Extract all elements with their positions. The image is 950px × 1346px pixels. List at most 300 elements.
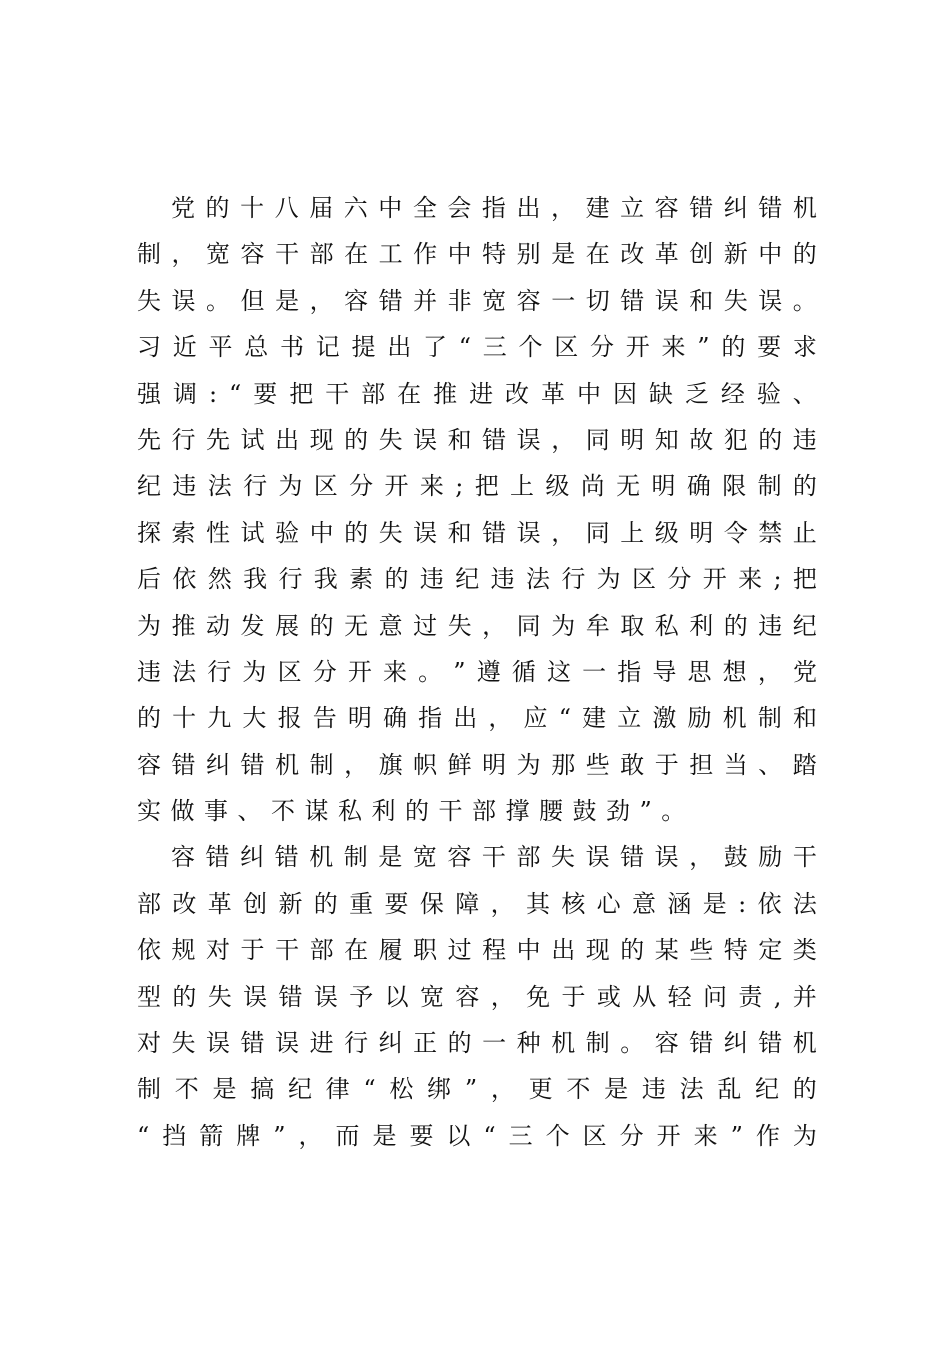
text-char: 违 [172, 472, 197, 501]
text-char: 更 [528, 1075, 553, 1104]
text-char: 思 [687, 657, 712, 686]
text-char: 失 [447, 611, 472, 640]
text-char: 八 [274, 194, 299, 222]
text-char: 导 [652, 657, 677, 686]
text-char: 是 [372, 1121, 397, 1150]
text-char: 法 [207, 472, 232, 501]
text-char: 励 [758, 843, 783, 872]
text-char: 在 [585, 240, 610, 269]
text-char: 违 [419, 565, 444, 594]
text-char: 制 [137, 1075, 161, 1104]
text-char: 行 [171, 425, 196, 454]
text-char: 的 [205, 194, 230, 222]
text-char: 改 [172, 889, 197, 918]
text-char: 的 [792, 472, 817, 501]
text-char: 法 [172, 657, 197, 686]
text-char: 索 [171, 518, 196, 547]
text-char: 容 [455, 982, 480, 1011]
text-char: 要 [384, 889, 409, 918]
text-char: 把 [289, 379, 314, 408]
text-char: 法 [679, 1075, 704, 1104]
text-char: 分 [312, 657, 337, 686]
text-char: 担 [689, 750, 714, 779]
text-char: 我 [243, 565, 268, 594]
text-char: 宽 [482, 286, 507, 315]
text-char: 记 [315, 333, 340, 362]
text-char: “ [229, 379, 242, 408]
text-char: 规 [171, 936, 196, 965]
text-char: 别 [516, 240, 541, 269]
text-char: 励 [687, 704, 712, 733]
text-char: 近 [172, 333, 197, 362]
text-char: 、 [792, 379, 817, 408]
text-char: 中 [758, 240, 783, 269]
text-char: ” [730, 1121, 743, 1150]
text-char: ， [757, 657, 782, 686]
text-char: 障 [455, 889, 480, 918]
text-line [137, 788, 817, 834]
text-char: 中 [378, 194, 403, 222]
text-char: 行 [243, 472, 268, 501]
text-char: 非 [447, 286, 472, 315]
text-char: 和 [447, 518, 472, 547]
text-char: ， [482, 611, 507, 640]
text-char: 当 [723, 750, 748, 779]
text-char: 十 [240, 194, 265, 222]
text-char: 过 [447, 936, 472, 965]
text-char: 在 [397, 379, 422, 408]
text-char: 程 [482, 936, 507, 965]
text-char: 为 [242, 657, 267, 686]
text-char: 机 [792, 1029, 817, 1058]
text-char: 于 [654, 750, 679, 779]
text-char: 型 [137, 982, 161, 1011]
text-char: 素 [349, 565, 374, 594]
text-char: 宽 [206, 240, 231, 269]
text-char: 于 [561, 982, 586, 1011]
text-line [137, 649, 817, 695]
text-char: ， [344, 750, 369, 779]
text-char: 绑 [427, 1075, 452, 1104]
text-char: 和 [447, 425, 472, 454]
text-char: ; [773, 565, 782, 594]
text-char: 错 [171, 750, 196, 779]
text-char: 大 [242, 704, 267, 733]
text-char: 来 [738, 565, 763, 594]
text-char: 改 [620, 240, 645, 269]
text-char: 了 [423, 333, 447, 362]
text-char: 推 [171, 611, 196, 640]
text-char: 现 [585, 936, 610, 965]
text-char: 错 [758, 194, 783, 222]
text-char: 错 [689, 1029, 714, 1058]
text-char: 特 [723, 936, 748, 965]
text-char: 某 [654, 936, 679, 965]
text-char: 乱 [717, 1075, 742, 1104]
text-char: “ [363, 1075, 376, 1104]
text-char: 为 [596, 565, 621, 594]
text-char: 机 [722, 704, 747, 733]
text-char: 部 [309, 240, 334, 269]
text-char: 作 [755, 1121, 780, 1150]
text-char: 纪 [792, 611, 817, 640]
text-char: 开 [702, 565, 727, 594]
text-char: 和 [689, 286, 714, 315]
text-char: 行 [278, 565, 303, 594]
text-char: 或 [596, 982, 621, 1011]
text-char: 容 [654, 1029, 679, 1058]
text-char: : [208, 379, 218, 408]
text-char: 宽 [420, 982, 444, 1011]
text-char: 轻 [667, 982, 692, 1011]
text-line [137, 1066, 817, 1112]
text-line [137, 556, 817, 602]
text-char: 制 [137, 240, 161, 269]
text-char: 上 [510, 472, 535, 501]
text-char: 革 [207, 889, 232, 918]
text-char: 错 [620, 286, 645, 315]
text-char: 建 [585, 194, 610, 222]
text-char: 试 [240, 518, 265, 547]
text-char: 机 [551, 1029, 576, 1058]
text-char: 松 [389, 1075, 414, 1104]
text-char: 是 [551, 240, 576, 269]
text-line [137, 324, 817, 370]
text-char: 容 [137, 750, 161, 779]
text-char: ， [171, 240, 196, 269]
text-char: 指 [481, 194, 506, 222]
text-char: ， [551, 194, 576, 222]
text-char: 先 [137, 425, 161, 454]
text-char: 干 [481, 843, 506, 872]
text-char: 一 [582, 657, 607, 686]
text-char: 分 [667, 565, 692, 594]
text-char: 部 [516, 843, 541, 872]
text-char: 不 [271, 797, 295, 826]
text-char: 动 [206, 611, 231, 640]
text-char: 类 [792, 936, 817, 965]
text-char: 出 [453, 704, 478, 733]
text-char: 误 [243, 982, 268, 1011]
text-char: 书 [280, 333, 304, 362]
text-char: 于 [240, 936, 265, 965]
text-char: 区 [554, 333, 579, 362]
text-char: 制 [757, 704, 782, 733]
text-char: 的 [137, 704, 161, 733]
text-char: 习 [137, 333, 161, 362]
text-char: 制 [757, 472, 782, 501]
text-char: 开 [625, 333, 650, 362]
text-char: 循 [511, 657, 536, 686]
text-char: 误 [516, 425, 541, 454]
text-char: 开 [656, 1121, 681, 1150]
text-char: 制 [309, 750, 334, 779]
text-char: ， [488, 704, 513, 733]
text-char: 来 [382, 657, 407, 686]
text-char: 私 [338, 797, 362, 826]
text-line [137, 185, 817, 231]
text-char: 开 [347, 657, 372, 686]
text-char: ， [309, 286, 334, 315]
text-char: 误 [413, 425, 438, 454]
text-line [137, 695, 817, 741]
text-char: 的 [723, 611, 748, 640]
text-char: 和 [792, 704, 817, 733]
text-char: 同 [585, 518, 610, 547]
text-char: 容 [516, 286, 541, 315]
text-char: 的 [405, 797, 429, 826]
text-char: 依 [172, 565, 197, 594]
text-char: 过 [413, 611, 438, 640]
text-char: 为 [792, 1121, 817, 1150]
text-char: 的 [384, 565, 409, 594]
text-char: 心 [596, 889, 621, 918]
text-char: ” [697, 333, 710, 362]
text-char: 发 [240, 611, 265, 640]
text-char: 经 [720, 379, 745, 408]
text-char: 误 [275, 1029, 300, 1058]
text-char: 切 [585, 286, 610, 315]
text-char: 是 [702, 889, 727, 918]
text-char: 的 [309, 611, 334, 640]
text-char: 的 [313, 889, 338, 918]
text-char: 乏 [684, 379, 709, 408]
text-char: “ [558, 704, 571, 733]
text-char: 违 [641, 1075, 666, 1104]
text-char: 进 [469, 379, 494, 408]
text-char: 。 [661, 797, 686, 826]
text-char: 后 [137, 565, 161, 594]
text-char: 机 [309, 843, 334, 872]
text-char: 错 [278, 982, 303, 1011]
text-char: 宽 [412, 843, 437, 872]
text-char: 法 [792, 889, 817, 918]
text-char: 干 [275, 936, 300, 965]
text-char: 中 [516, 936, 541, 965]
text-char: 错 [689, 194, 714, 222]
text-char: 其 [525, 889, 550, 918]
text-char: 为 [137, 611, 161, 640]
text-char: 级 [654, 518, 679, 547]
text-char: 遵 [476, 657, 501, 686]
text-char: 来 [661, 333, 686, 362]
text-char: 推 [433, 379, 458, 408]
text-char: 予 [349, 982, 374, 1011]
text-char: 知 [654, 425, 679, 454]
text-char: 容 [171, 843, 195, 872]
text-char: 误 [516, 518, 541, 547]
text-char: 限 [722, 472, 747, 501]
text-char: 无 [616, 472, 641, 501]
text-char: 敢 [620, 750, 645, 779]
text-char: : [738, 889, 747, 918]
text-char: 错 [482, 425, 507, 454]
text-char: ” [464, 1075, 478, 1104]
text-char: 牟 [585, 611, 610, 640]
text-char: 意 [378, 611, 403, 640]
text-char: 纠 [240, 843, 265, 872]
text-char: 党 [171, 194, 195, 222]
text-char: 新 [278, 889, 303, 918]
text-char: 违 [490, 565, 515, 594]
text-char: 。 [206, 286, 231, 315]
text-char: 全 [412, 194, 437, 222]
text-char: 同 [516, 611, 541, 640]
text-char: 利 [689, 611, 714, 640]
text-char: 创 [689, 240, 714, 269]
text-char: 错 [378, 286, 403, 315]
text-char: 然 [207, 565, 232, 594]
text-char: 纠 [206, 750, 231, 779]
text-char: 验 [756, 379, 781, 408]
text-char: 错 [240, 750, 265, 779]
text-char: 区 [632, 565, 657, 594]
text-char: 三 [508, 1121, 533, 1150]
text-char: 为 [516, 750, 541, 779]
text-char: 届 [309, 194, 334, 222]
text-char: 明 [482, 750, 507, 779]
text-char: 的 [344, 518, 369, 547]
text-char: 在 [344, 936, 369, 965]
text-char: 提 [351, 333, 376, 362]
text-char: 依 [137, 936, 161, 965]
text-line [137, 371, 817, 417]
text-char: 种 [516, 1029, 541, 1058]
text-char: 违 [792, 425, 817, 454]
text-char: 错 [620, 843, 645, 872]
text-char: 违 [137, 657, 161, 686]
text-char: 探 [137, 518, 161, 547]
text-char: 正 [413, 1029, 438, 1058]
text-char: 踏 [792, 750, 817, 779]
text-char: 。 [620, 1029, 645, 1058]
text-char: 明 [347, 704, 372, 733]
text-char: 纪 [287, 1075, 312, 1104]
text-char: 失 [378, 425, 403, 454]
text-line [137, 603, 817, 649]
text-char: 这 [546, 657, 571, 686]
text-char: 告 [312, 704, 337, 733]
text-char: 特 [482, 240, 507, 269]
text-char: 纪 [755, 1075, 780, 1104]
text-char: 事 [204, 797, 228, 826]
text-line [137, 881, 817, 927]
text-char: ， [551, 518, 576, 547]
text-char: 是 [604, 1075, 629, 1104]
text-char: 误 [654, 843, 679, 872]
text-char: 职 [413, 936, 438, 965]
text-char: 出 [387, 333, 412, 362]
text-char: 区 [277, 657, 302, 686]
text-char: 把 [474, 472, 499, 501]
text-char: 失 [207, 982, 232, 1011]
text-char: 个 [545, 1121, 570, 1150]
text-char: 错 [482, 518, 507, 547]
text-char: 失 [551, 843, 576, 872]
text-char: 部 [472, 797, 496, 826]
text-char: 。 [792, 286, 817, 315]
text-char: 谋 [304, 797, 329, 826]
text-char: 的 [172, 982, 197, 1011]
text-char: 分 [590, 333, 615, 362]
text-char: 容 [240, 240, 265, 269]
text-char: , [773, 982, 782, 1011]
text-char: 撑 [505, 797, 530, 826]
text-char: 意 [632, 889, 657, 918]
text-char: 革 [654, 240, 679, 269]
text-char: 作 [413, 240, 438, 269]
text-char: 出 [551, 936, 576, 965]
text-char: 误 [654, 286, 679, 315]
text-char: 明 [689, 518, 714, 547]
text-char: 误 [313, 982, 338, 1011]
text-line [137, 974, 817, 1020]
text-char: 鼓 [572, 797, 597, 826]
text-char: 革 [541, 379, 565, 408]
text-char: 取 [620, 611, 645, 640]
text-char: 误 [171, 286, 196, 315]
text-char: 为 [551, 611, 576, 640]
text-char: 错 [240, 1029, 265, 1058]
text-char: 中 [447, 240, 472, 269]
text-char: 来 [693, 1121, 718, 1150]
text-char: 缺 [648, 379, 673, 408]
text-char: 是 [212, 1075, 237, 1104]
text-char: 一 [551, 286, 576, 315]
text-char: 劲 [606, 797, 630, 826]
text-char: 想 [722, 657, 747, 686]
text-char: 定 [758, 936, 783, 965]
text-char: 会 [447, 194, 472, 222]
text-char: 行 [344, 1029, 369, 1058]
text-char: 不 [174, 1075, 199, 1104]
text-char: 干 [792, 843, 817, 872]
text-char: 以 [446, 1121, 471, 1150]
text-char: “ [483, 1121, 496, 1150]
text-char: 核 [561, 889, 586, 918]
text-char: 失 [723, 286, 748, 315]
text-char: 对 [137, 1029, 161, 1058]
text-char: 明 [651, 472, 676, 501]
text-char: ， [490, 1075, 515, 1104]
text-char: 故 [689, 425, 714, 454]
text-char: 试 [240, 425, 265, 454]
text-char: 指 [617, 657, 642, 686]
text-char: 因 [612, 379, 637, 408]
text-char: 行 [207, 657, 232, 686]
text-char: 鼓 [723, 843, 748, 872]
text-char: 的 [758, 425, 783, 454]
text-char: 性 [206, 518, 231, 547]
text-char: 应 [523, 704, 548, 733]
text-char: 九 [207, 704, 232, 733]
text-char: 。 [418, 657, 443, 686]
text-char: 以 [384, 982, 409, 1011]
text-char: 验 [275, 518, 300, 547]
text-line [137, 1113, 817, 1159]
text-char: ” [639, 797, 652, 826]
text-char: 部 [361, 379, 386, 408]
text-char: “ [458, 333, 472, 362]
text-char: 腰 [539, 797, 563, 826]
text-char: ” [273, 1121, 286, 1150]
text-char: 一 [482, 1029, 507, 1058]
text-char: 的 [620, 936, 645, 965]
text-char: 鲜 [447, 750, 472, 779]
text-char: 容 [447, 843, 472, 872]
text-char: 强 [137, 379, 161, 408]
text-char: 要 [757, 333, 782, 362]
